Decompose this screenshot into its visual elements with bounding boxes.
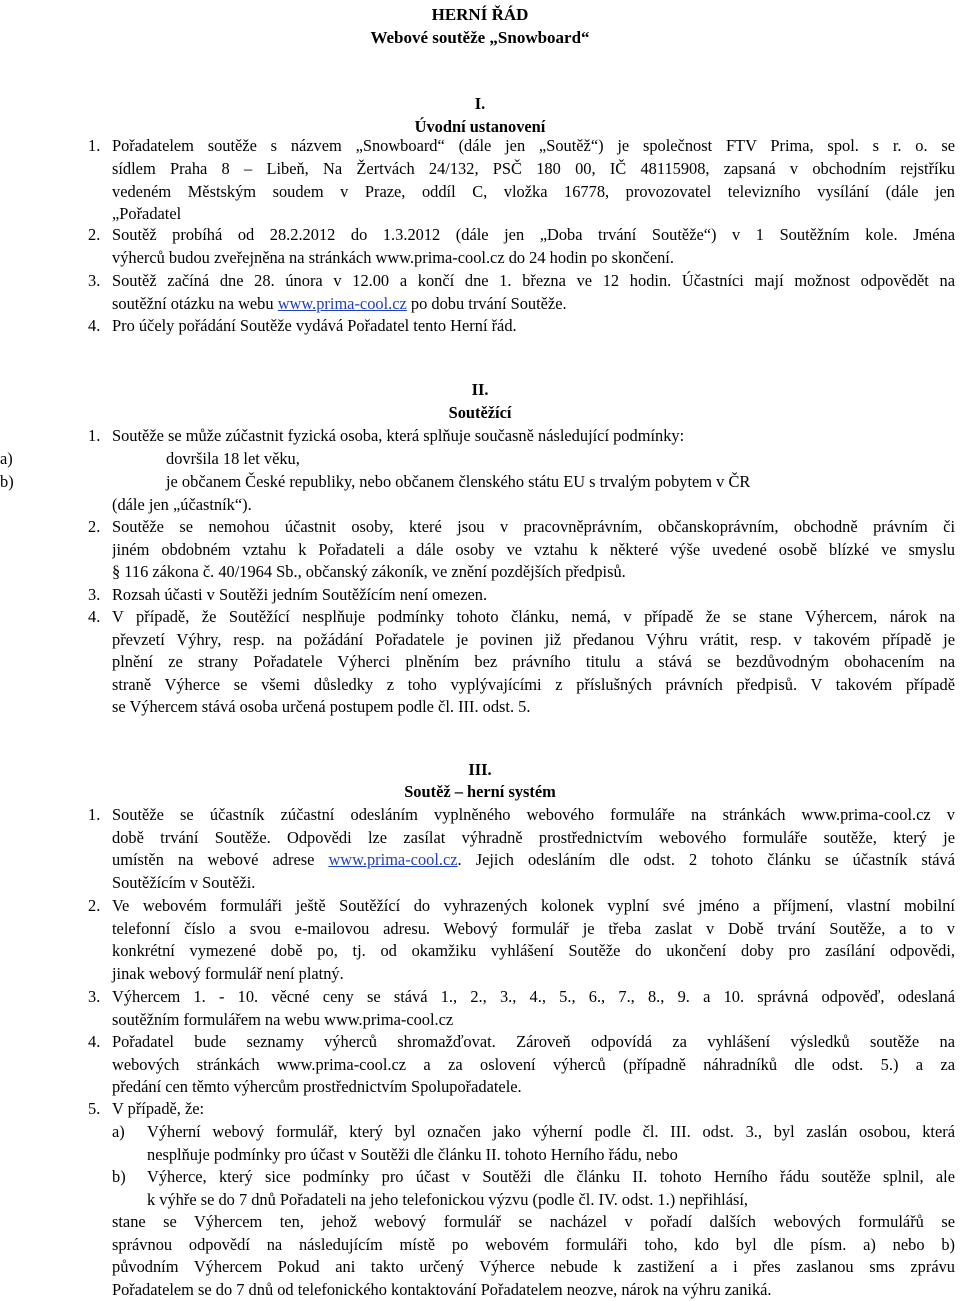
section-1-number: I. — [0, 93, 960, 116]
section-3-number: III. — [0, 759, 960, 782]
s3-p3-number: 3. — [88, 986, 110, 1009]
s2-p2-line: jiném obdobném vztahu k Pořadateli a dále osoby ve vztahu k některé výše uvedené osobě blízké ve smyslu — [112, 539, 955, 562]
s3-a-label: a) — [112, 1121, 125, 1144]
s3-p1-number: 1. — [88, 804, 110, 827]
document-title: HERNÍ ŘÁD — [0, 4, 960, 27]
s2-p4-line: převzetí Výhry, resp. na požádání Pořadatele je povinen již předanou Výhru vrátit, resp. v takovém případě je — [112, 629, 955, 652]
section-2-number: II. — [0, 379, 960, 402]
s2-paragraph-3 — [112, 584, 955, 607]
s1-paragraph-1-cont — [112, 158, 955, 226]
s1-p1-line: Pořadatelem soutěže s názvem „Snowboard“ (dále jen „Soutěž“) je společnost FTV Prima, spol. s r. o. se — [112, 135, 955, 158]
s3-p1-line: Soutěže se účastník zúčastní odesláním vyplněného webového formuláře na stránkách www.prima-cool.cz v — [112, 804, 955, 827]
s2-paragraph-2 — [112, 516, 955, 584]
s3-p2-line: jinak webový formulář není platný. — [112, 963, 955, 986]
s3-p1-line: době trvání Soutěže. Odpovědi lze zasílat výhradně prostřednictvím webového formuláře soutěže, který je — [112, 827, 955, 850]
s3-b-text — [147, 1166, 955, 1211]
s3-p2-line: telefonní číslo a svou e-mailovou adresu. Webový formulář je třeba zaslat v Době trvání Soutěže, a to v — [112, 918, 955, 941]
s3-paragraph-1 — [112, 804, 955, 894]
s2-p2-line: § 116 zákona č. 40/1964 Sb., občanský zákoník, ve znění pozdějších předpisů. — [112, 561, 955, 584]
s2-p4-line: straně Výherce se všemi důsledky z toho vyplývajícími z příslušných právních předpisů. V takovém případě — [112, 674, 955, 697]
document-subtitle: Webové soutěže „Snowboard“ — [0, 27, 960, 50]
s1-p1-line: „Pořadatel — [112, 203, 955, 226]
s2-p2-line: Soutěže se nemohou účastnit osoby, které jsou v pracovněprávním, občanskoprávním, obchodně právním či — [112, 516, 955, 539]
s1-p2-number: 2. — [88, 224, 110, 247]
s2-p4-line: plnění ze strany Pořadatele Výherci plněním bez právního titulu a stává se bezdůvodným obohacením na — [112, 651, 955, 674]
s1-p2-line: výherců budou zveřejněna na stránkách www.prima-cool.cz do 24 hodin po skončení. — [112, 247, 955, 270]
s1-p4-number: 4. — [88, 315, 110, 338]
s3-p4-line: předání cen těmto výhercům prostřednictvím Spolupořadatele. — [112, 1076, 955, 1099]
s1-p3-line — [112, 293, 955, 316]
s1-p2-line: Soutěž probíhá od 28.2.2012 do 1.3.2012 (dále jen „Doba trvání Soutěže“) v 1 Soutěžním kole. Jména — [112, 224, 955, 247]
s2-b-text: je občanem České republiky, nebo občanem členského státu EU s trvalým pobytem v ČR — [166, 471, 750, 494]
s3-a-text — [147, 1121, 955, 1166]
s3-p4-line: webových stránkách www.prima-cool.cz a za oslovení výherců (případně náhradníků dle odst. 5.) a za — [112, 1054, 955, 1077]
s3-p1-text: . Jejich odesláním dle odst. 2 tohoto článku se účastník stává — [458, 850, 955, 869]
s3-p2-number: 2. — [88, 895, 110, 918]
s1-paragraph-3 — [112, 270, 955, 315]
s3-paragraph-5 — [112, 1098, 955, 1121]
s3-p3-line: Výhercem 1. - 10. věcné ceny se stává 1., 2., 3., 4., 5., 6., 7., 8., 9. a 10. správná odpověď, odeslaná — [112, 986, 955, 1009]
s2-p3-number: 3. — [88, 584, 110, 607]
s3-result-line: původním Výhercem Pokud ani takto určený Výherce nebude k zastižení a i přes zaslanou sms zprávu — [112, 1256, 955, 1279]
s2-p1-line: Soutěže se může zúčastnit fyzická osoba, která splňuje současně následující podmínky: — [112, 425, 955, 448]
s1-paragraph-4 — [112, 315, 955, 338]
s3-paragraph-3 — [112, 986, 955, 1031]
s3-p1-line: Soutěžícím v Soutěži. — [112, 872, 955, 895]
s1-p4-line: Pro účely pořádání Soutěže vydává Pořadatel tento Herní řád. — [112, 315, 955, 338]
s2-p2-number: 2. — [88, 516, 110, 539]
s3-p5-number: 5. — [88, 1098, 110, 1121]
s1-paragraph-2 — [112, 224, 955, 269]
s3-paragraph-4 — [112, 1031, 955, 1099]
s2-p3-line: Rozsah účasti v Soutěži jedním Soutěžícím není omezen. — [112, 584, 955, 607]
s3-result-paragraph — [112, 1211, 955, 1301]
s1-p1-number: 1. — [88, 135, 110, 158]
prima-cool-link[interactable]: www.prima-cool.cz — [278, 294, 407, 313]
s2-p4-line: se Výhercem stává osoba určená postupem podle čl. III. odst. 5. — [112, 696, 955, 719]
s3-result-line: správnou odpovědí na následujícím místě po webovém formuláři toho, kdo byl dle písm. a) nebo b) — [112, 1234, 955, 1257]
s2-paragraph-4 — [112, 606, 955, 719]
s3-p5-line: V případě, že: — [112, 1098, 955, 1121]
s1-p3-text: soutěžní otázku na webu — [112, 294, 278, 313]
s1-p3-text: po dobu trvání Soutěže. — [407, 294, 567, 313]
s3-p3-line: soutěžním formulářem na webu www.prima-cool.cz — [112, 1009, 955, 1032]
s2-a-text: dovršila 18 let věku, — [166, 448, 300, 471]
s3-a-line: Výherní webový formulář, který byl označen jako výherní podle čl. III. odst. 3., byl zaslán osobou, která — [147, 1121, 955, 1144]
s3-b-line: Výherce, který sice podmínky pro účast v Soutěži dle článku II. tohoto Herního řádu soutěže splnil, ale — [147, 1166, 955, 1189]
s3-b-label: b) — [112, 1166, 126, 1189]
section-3-heading: Soutěž – herní systém — [0, 781, 960, 804]
s3-paragraph-2 — [112, 895, 955, 985]
s3-p4-number: 4. — [88, 1031, 110, 1054]
s3-a-line: nesplňuje podmínky pro účast v Soutěži dle článku II. tohoto Herního řádu, nebo — [147, 1144, 955, 1167]
s3-b-line: k výhře se do 7 dnů Pořadateli na jeho telefonickou výzvu (podle čl. IV. odst. 1.) nepřihlásí, — [147, 1189, 955, 1212]
s3-p2-line: Ve webovém formuláři ještě Soutěžící do vyhrazených kolonek vyplní své jméno a příjmení, vlastní mobilní — [112, 895, 955, 918]
s3-result-line: stane se Výhercem ten, jehož webový formulář se nacházel v pořadí dalších webových formulářů se — [112, 1211, 955, 1234]
section-1-heading: Úvodní ustanovení — [0, 116, 960, 139]
prima-cool-link[interactable]: www.prima-cool.cz — [328, 850, 457, 869]
s3-p1-line — [112, 849, 955, 872]
s1-paragraph-1 — [112, 135, 955, 158]
s1-p1-line: vedeném Městským soudem v Praze, oddíl C, vložka 16778, provozovatel televizního vysílání (dále jen — [112, 181, 955, 204]
s2-p4-line: V případě, že Soutěžící nesplňuje podmínky tohoto článku, nemá, v případě že se stane Výhercem, nárok na — [112, 606, 955, 629]
s3-p4-line: Pořadatel bude seznamy výherců shromažďovat. Zároveň odpovídá za vyhlášení výsledků soutěže na — [112, 1031, 955, 1054]
s2-paragraph-1 — [112, 425, 955, 448]
s1-p3-number: 3. — [88, 270, 110, 293]
s2-a-label: a) — [0, 448, 13, 471]
s1-p1-line: sídlem Praha 8 – Libeň, Na Žertvách 24/132, PSČ 180 00, IČ 48115908, zapsaná v obchodním rejstříku — [112, 158, 955, 181]
s3-result-line: Pořadatelem se do 7 dnů od telefonického kontaktování Pořadatelem neozve, nárok na výhru zaniká. — [112, 1279, 955, 1301]
s2-p1-number: 1. — [88, 425, 110, 448]
s3-p1-text: umístěn na webové adrese — [112, 850, 328, 869]
s2-b-text-cont: (dále jen „účastník“). — [112, 494, 252, 517]
s2-p4-number: 4. — [88, 606, 110, 629]
section-2-heading: Soutěžící — [0, 402, 960, 425]
s3-p2-line: konkrétní vymezené době po, tj. od okamžiku vyhlášení Soutěže do ukončení doby pro zasílání odpovědi, — [112, 940, 955, 963]
s2-b-label: b) — [0, 471, 14, 494]
s1-p3-line: Soutěž začíná dne 28. února v 12.00 a končí dne 1. března ve 12 hodin. Účastníci mají možnost odpovědět na — [112, 270, 955, 293]
